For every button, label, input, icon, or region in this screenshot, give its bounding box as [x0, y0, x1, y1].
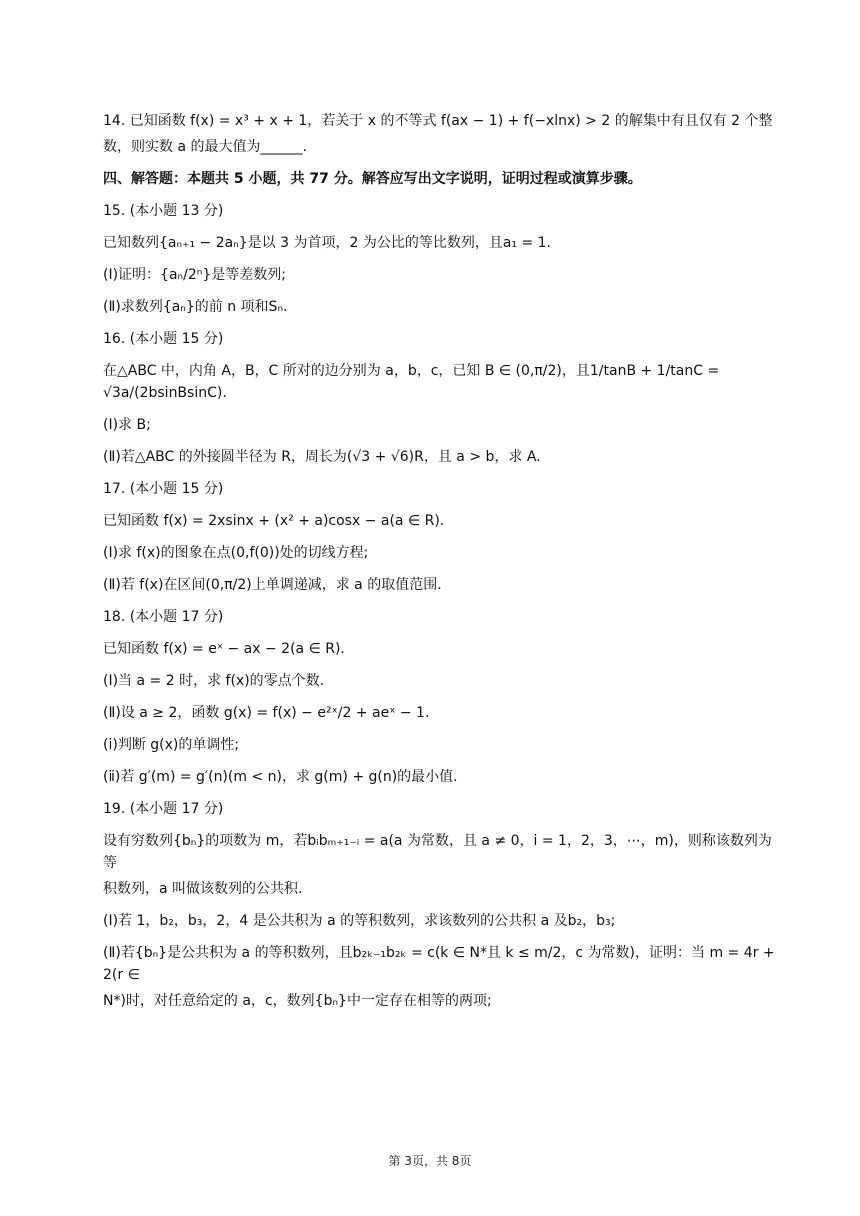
q19-header: 19. (本小题 17 分): [103, 801, 224, 817]
q15-part1: (Ⅰ)证明：{aₙ/2ⁿ}是等差数列;: [103, 267, 286, 283]
q18-sub1: (ⅰ)判断 g(x)的单调性;: [103, 737, 240, 753]
q18-stem: 已知函数 f(x) = eˣ − ax − 2(a ∈ R).: [103, 641, 345, 657]
q17-header: 17. (本小题 15 分): [103, 481, 224, 497]
q17-stem: 已知函数 f(x) = 2xsinx + (x² + a)cosx − a(a ∈ R).: [103, 513, 445, 529]
q19-stem1: 设有穷数列{bₙ}的项数为 m，若bᵢbₘ₊₁₋ᵢ = a(a 为常数，且 a ≠ 0，i = 1，2，3，⋯，m)，则称该数列为等: [103, 833, 772, 871]
q19-stem2: 积数列，a 叫做该数列的公共积.: [103, 881, 303, 897]
q15-stem: 已知数列{aₙ₊₁ − 2aₙ}是以 3 为首项，2 为公比的等比数列，且a₁ = 1.: [103, 235, 552, 251]
q18-sub2: (ⅱ)若 g′(m) = g′(n)(m < n)，求 g(m) + g(n)的最小值.: [103, 769, 458, 785]
q16-header: 16. (本小题 15 分): [103, 331, 224, 347]
section4-title: 四、解答题：本题共 5 小题，共 77 分。解答应写出文字说明，证明过程或演算步骤。: [103, 171, 642, 187]
q18-part2: (Ⅱ)设 a ≥ 2，函数 g(x) = f(x) − e²ˣ/2 + aeˣ − 1.: [103, 705, 430, 721]
page-content: [103, 110, 780, 1022]
q15-part2: (Ⅱ)求数列{aₙ}的前 n 项和Sₙ.: [103, 299, 288, 315]
q19-part2-line2: N*)时，对任意给定的 a，c，数列{bₙ}中一定存在相等的两项;: [103, 993, 492, 1009]
q17-part1: (Ⅰ)求 f(x)的图象在点(0,f(0))处的切线方程;: [103, 545, 369, 561]
q19-part1: (Ⅰ)若 1，b₂，b₃，2，4 是公共积为 a 的等积数列，求该数列的公共积 a 及b₂，b₃;: [103, 913, 616, 929]
q14-line2: 数，则实数 a 的最大值为______.: [103, 139, 307, 155]
q15-header: 15. (本小题 13 分): [103, 203, 224, 219]
q18-header: 18. (本小题 17 分): [103, 609, 224, 625]
q16-part2: (Ⅱ)若△ABC 的外接圆半径为 R，周长为(√3 + √6)R，且 a > b，求 A.: [103, 449, 541, 465]
q16-part1: (Ⅰ)求 B;: [103, 417, 151, 433]
q14-line1: 14. 已知函数 f(x) = x³ + x + 1，若关于 x 的不等式 f(ax − 1) + f(−xlnx) > 2 的解集中有且仅有 2 个整: [103, 113, 773, 129]
q16-stem: 在△ABC 中，内角 A，B，C 所对的边分别为 a，b，c，已知 B ∈ (0,π/2)，且1/tanB + 1/tanC = √3a/(2bsinBsinC).: [103, 363, 724, 401]
page-number: 第 3页，共 8页: [388, 1154, 472, 1168]
q19-part2-line1: (Ⅱ)若{bₙ}是公共积为 a 的等积数列，且b₂ₖ₋₁b₂ₖ = c(k ∈ N*且 k ≤ m/2，c 为常数)，证明：当 m = 4r + 2(r ∈: [103, 945, 780, 983]
q18-part1: (Ⅰ)当 a = 2 时，求 f(x)的零点个数.: [103, 673, 325, 689]
q17-part2: (Ⅱ)若 f(x)在区间(0,π/2)上单调递减，求 a 的取值范围.: [103, 577, 442, 593]
